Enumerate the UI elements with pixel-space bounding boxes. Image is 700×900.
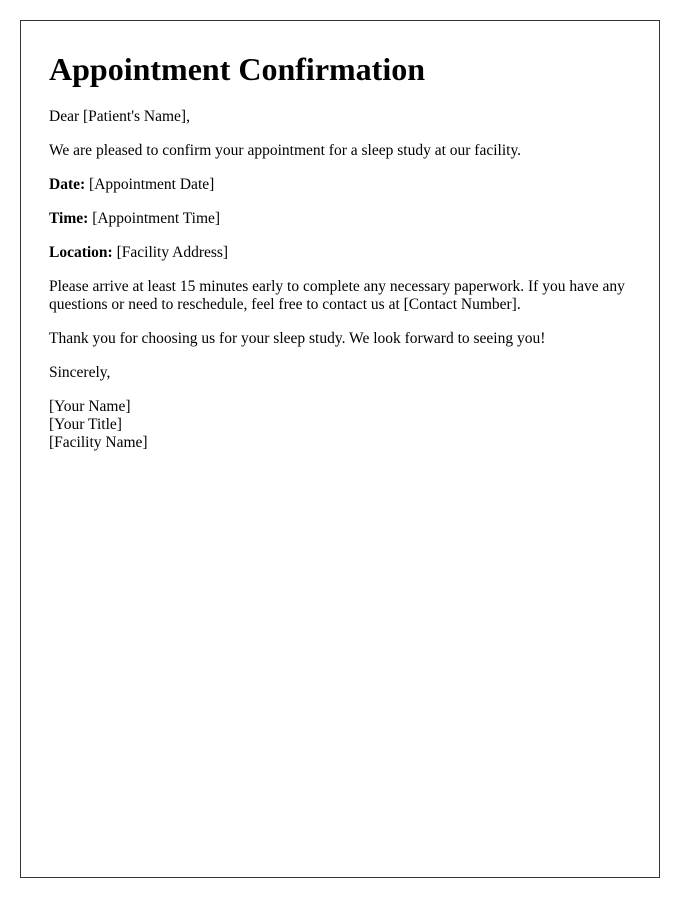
thanks-paragraph: Thank you for choosing us for your sleep study. We look forward to seeing you! [49,330,546,347]
location-field [49,244,633,262]
signature-name: [Your Name] [49,398,131,415]
signature-title: [Your Title] [49,416,122,433]
intro-paragraph: We are pleased to confirm your appointment for a sleep study at our facility. [49,142,522,159]
letter-page [20,20,660,878]
time-field [49,210,633,228]
location-value: [Facility Address] [116,244,229,261]
signature-facility: [Facility Name] [49,434,148,451]
letter-content [49,49,633,452]
date-value: [Appointment Date] [89,176,215,193]
time-value: [Appointment Time] [92,210,221,227]
signature-block [49,398,633,452]
closing-text: Sincerely, [49,364,111,381]
time-label: Time: [49,210,89,227]
page-title: Appointment Confirmation [49,51,426,87]
greeting-text: Dear [Patient's Name], [49,108,190,125]
arrival-note-paragraph: Please arrive at least 15 minutes early to complete any necessary paperwork. If you have any questions or need to reschedule, feel free to contact us at [Contact Number]. [49,278,625,313]
date-label: Date: [49,176,86,193]
date-field [49,176,633,194]
location-label: Location: [49,244,113,261]
